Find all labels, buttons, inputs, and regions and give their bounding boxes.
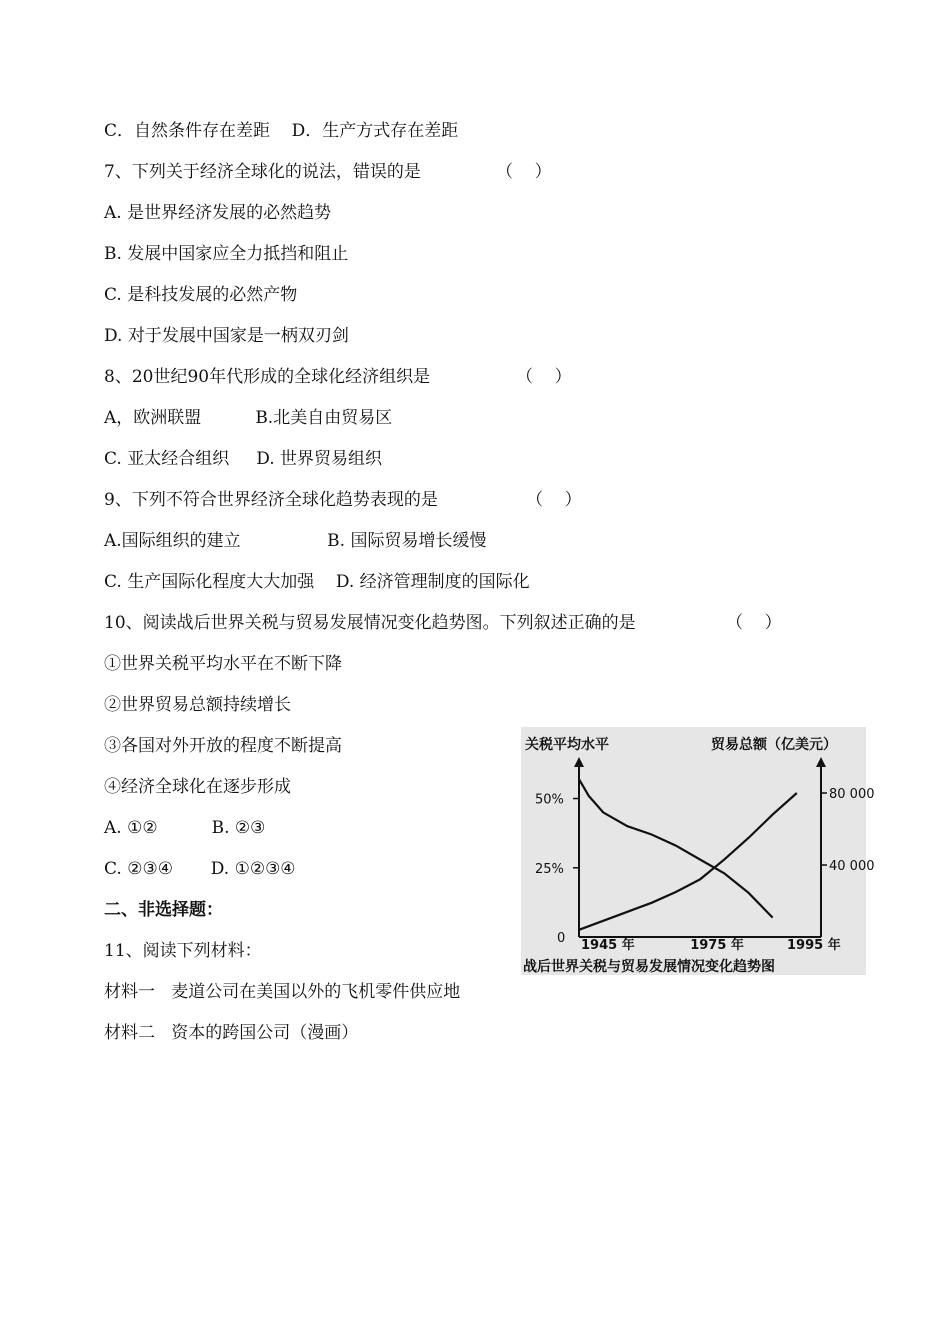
text-line: B. 发展中国家应全力抵挡和阻止 bbox=[104, 244, 349, 264]
x-tick-label: 1995 年 bbox=[787, 938, 841, 953]
text-line: 8、20世纪90年代形成的全球化经济组织是 bbox=[104, 367, 431, 387]
text-line: 材料一 麦道公司在美国以外的飞机零件供应地 bbox=[104, 982, 461, 1002]
text-line: A.国际组织的建立 B. 国际贸易增长缓慢 bbox=[104, 531, 487, 551]
x-tick-label: 1945 年 bbox=[581, 938, 635, 953]
text-line: 二、非选择题： bbox=[104, 900, 223, 920]
right-axis-arrow bbox=[816, 757, 826, 767]
chart-title: 战后世界关税与贸易发展情况变化趋势图 bbox=[523, 959, 775, 975]
text-line: A. ①② B. ②③ bbox=[104, 818, 266, 838]
text-line: 9、下列不符合世界经济全球化趋势表现的是 bbox=[104, 490, 438, 510]
text-line: A. 是世界经济发展的必然趋势 bbox=[104, 203, 332, 223]
text-line: ④经济全球化在逐步形成 bbox=[104, 777, 291, 797]
text-line: ②世界贸易总额持续增长 bbox=[104, 695, 291, 715]
text-line: C. 亚太经合组织 D. 世界贸易组织 bbox=[104, 449, 383, 469]
answer-parentheses: （ ） bbox=[496, 162, 552, 182]
right-axis-label: 贸易总额（亿美元） bbox=[711, 737, 837, 753]
x-tick-label: 1975 年 bbox=[690, 938, 744, 953]
text-line: 11、阅读下列材料： bbox=[104, 941, 262, 961]
left-tick-label: 25% bbox=[535, 861, 564, 877]
answer-parentheses: （ ） bbox=[526, 490, 582, 510]
text-line: C. ②③④ D. ①②③④ bbox=[104, 859, 296, 879]
left-tick-label: 50% bbox=[535, 792, 564, 808]
tariff-line bbox=[579, 779, 773, 917]
text-line: 7、下列关于经济全球化的说法，错误的是 bbox=[104, 162, 421, 182]
text-line: ①世界关税平均水平在不断下降 bbox=[104, 654, 342, 674]
tariff-trade-chart bbox=[521, 727, 875, 975]
text-line: D. 对于发展中国家是一柄双刃剑 bbox=[104, 326, 349, 346]
right-tick-label: 80 000 bbox=[829, 787, 875, 802]
answer-parentheses: （ ） bbox=[726, 613, 782, 633]
text-line: ③各国对外开放的程度不断提高 bbox=[104, 736, 342, 756]
text-line: C. 生产国际化程度大大加强 D. 经济管理制度的国际化 bbox=[104, 572, 530, 592]
text-line: C．自然条件存在差距 D．生产方式存在差距 bbox=[104, 121, 459, 141]
text-line: 10、阅读战后世界关税与贸易发展情况变化趋势图。下列叙述正确的是 bbox=[104, 613, 636, 633]
chart-svg bbox=[521, 727, 875, 975]
text-line: 材料二 资本的跨国公司（漫画） bbox=[104, 1023, 359, 1043]
text-line: C. 是科技发展的必然产物 bbox=[104, 285, 298, 305]
origin-label: 0 bbox=[557, 931, 566, 946]
left-axis-label: 关税平均水平 bbox=[525, 737, 609, 753]
text-line: A，欧洲联盟 B.北美自由贸易区 bbox=[104, 408, 393, 428]
answer-parentheses: （ ） bbox=[516, 367, 572, 387]
right-tick-label: 40 000 bbox=[829, 859, 875, 874]
left-axis-arrow bbox=[574, 757, 584, 767]
